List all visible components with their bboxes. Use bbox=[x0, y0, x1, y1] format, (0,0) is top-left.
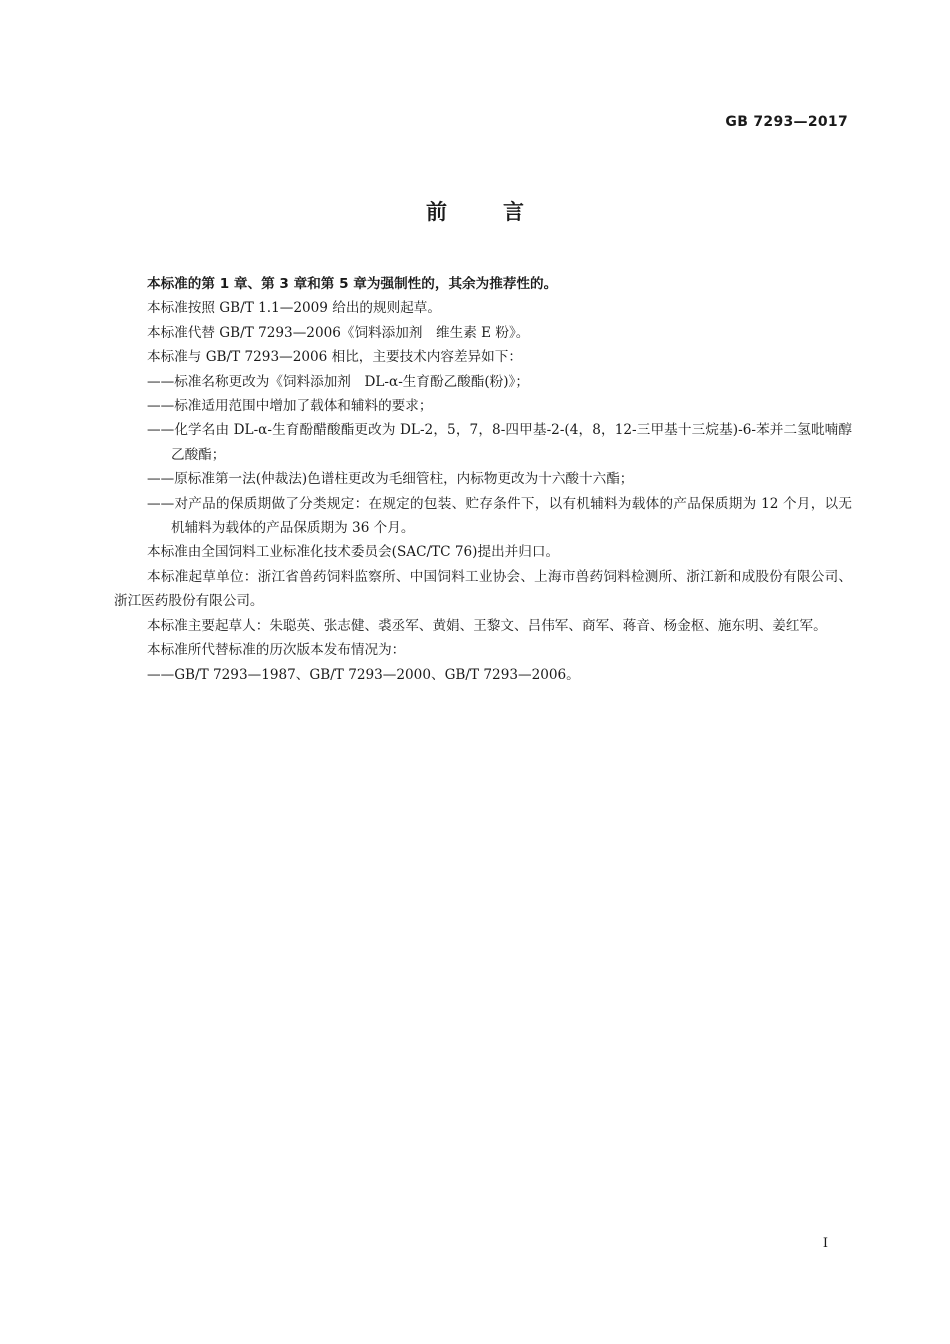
foreword-body bbox=[114, 272, 852, 687]
difference-item-chemical-name: ——化学名由 DL-α-生育酚醋酸酯更改为 DL-2，5，7，8-四甲基-2-(4，8，12-三甲基十三烷基)-6-苯并二氢吡喃醇乙酸酯； bbox=[147, 422, 852, 463]
difference-item-shelf-life: ——对产品的保质期做了分类规定：在规定的包装、贮存条件下，以有机辅料为载体的产品保质期为 12 个月，以无机辅料为载体的产品保质期为 36 个月。 bbox=[147, 495, 852, 537]
foreword-paragraph-mandatory: 本标准的第 1 章、第 3 章和第 5 章为强制性的，其余为推荐性的。 bbox=[147, 276, 558, 292]
standard-number: GB 7293—2017 bbox=[725, 114, 848, 130]
difference-item-title-change: ——标准名称更改为《饲料添加剂 DL-α-生育酚乙酸酯(粉)》； bbox=[147, 373, 529, 390]
foreword-paragraph-drafting-rules: 本标准按照 GB/T 1.1—2009 给出的规则起草。 bbox=[147, 300, 441, 317]
foreword-paragraph-drafters: 本标准主要起草人：朱聪英、张志健、裘丞军、黄娟、王黎文、吕伟军、商军、蒋音、杨金枢、施东明、姜红军。 bbox=[147, 617, 827, 634]
page-number: I bbox=[822, 1236, 828, 1251]
foreword-paragraph-drafting-units: 本标准起草单位：浙江省兽药饲料监察所、中国饲料工业协会、上海市兽药饲料检测所、浙江新和成股份有限公司、浙江医药股份有限公司。 bbox=[114, 568, 852, 610]
difference-item-scope: ——标准适用范围中增加了载体和辅料的要求； bbox=[147, 398, 433, 415]
foreword-paragraph-replaces: 本标准代替 GB/T 7293—2006《饲料添加剂 维生素 E 粉》。 bbox=[147, 324, 530, 341]
page-title: 前言 bbox=[426, 200, 580, 224]
foreword-paragraph-proposer: 本标准由全国饲料工业标准化技术委员会(SAC/TC 76)提出并归口。 bbox=[147, 544, 560, 561]
foreword-paragraph-differences-intro: 本标准与 GB/T 7293—2006 相比，主要技术内容差异如下： bbox=[147, 349, 522, 366]
history-item-versions: ——GB/T 7293—1987、GB/T 7293—2000、GB/T 7293—2006。 bbox=[147, 666, 580, 683]
difference-item-method: ——原标准第一法(仲裁法)色谱柱更改为毛细管柱，内标物更改为十六酸十六酯； bbox=[147, 471, 634, 488]
foreword-paragraph-history-intro: 本标准所代替标准的历次版本发布情况为： bbox=[147, 642, 406, 659]
